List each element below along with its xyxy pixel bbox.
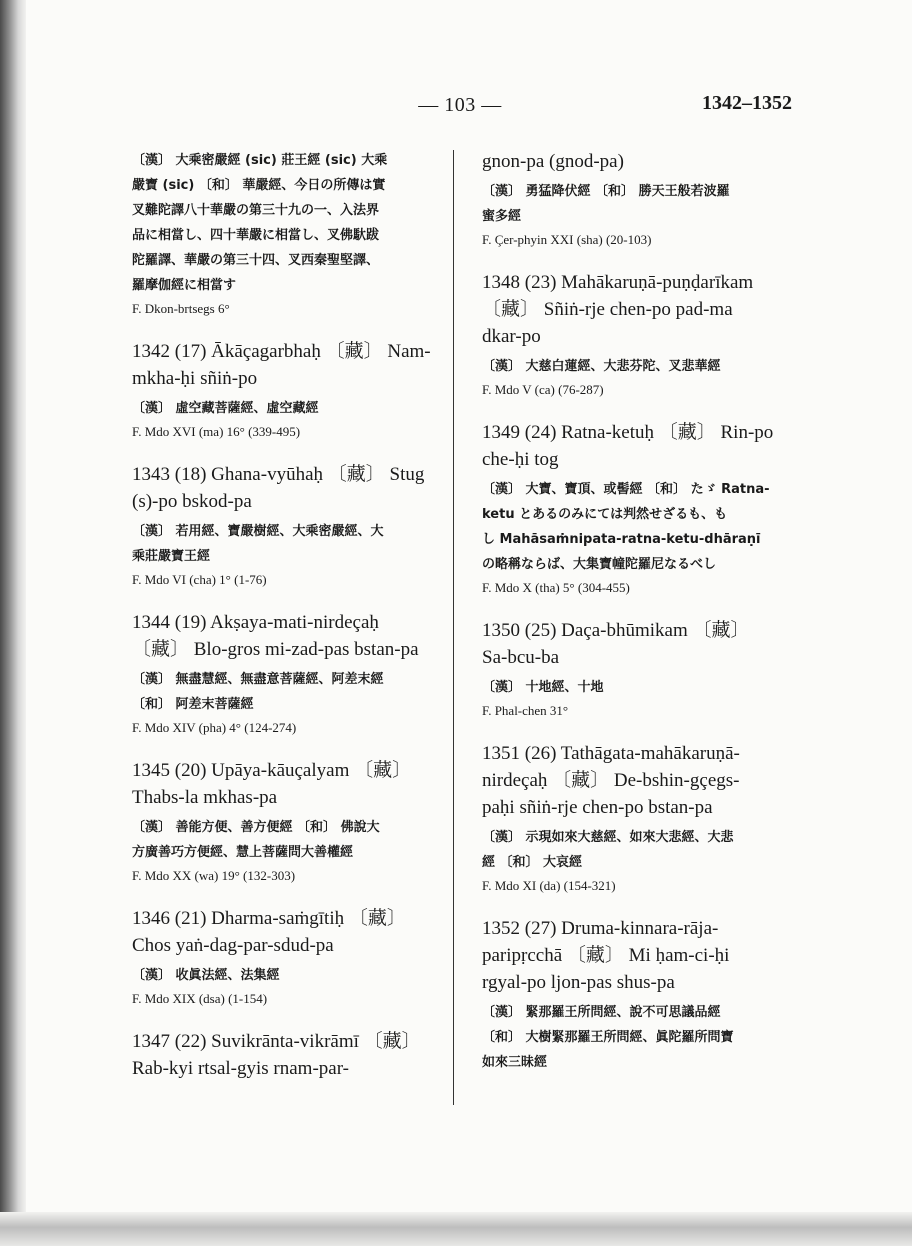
folio-reference: F. Mdo V (ca) (76-287) [482,382,604,397]
jp-line: 經 〔和〕 大哀經 [482,855,583,870]
jp-line: ketu とあるのみにては判然せざるも、も [482,507,728,522]
page-bottom-edge [0,1212,912,1246]
entry-heading [132,461,442,515]
jp-line: 〔漢〕 善能方便、善方便經 〔和〕 佛說大 [132,820,380,835]
heading-line: mkha-ḥi sñiṅ-po [132,368,258,389]
entry-heading [132,905,442,959]
heading-line: 1346 (21) Dharma-saṁgītiḥ 〔藏〕 [132,908,406,929]
folio-reference: F. Mdo XI (da) (154-321) [482,878,616,893]
jp-line: 〔和〕 大樹緊那羅王所問經、眞陀羅所問寶 [482,1030,734,1045]
jp-line: 羅摩伽經に相當す [132,278,237,293]
jp-line: 〔漢〕 收眞法經、法集經 [132,968,280,983]
jp-line: 〔漢〕 無盡慧經、無盡意菩薩經、阿差末經 [132,672,384,687]
heading-line: (s)-po bskod-pa [132,491,252,512]
heading-line: che-ḥi tog [482,449,559,470]
jp-line: 嚴寶 (sic) 〔和〕 華嚴經、今日の所傳は實 [132,178,386,193]
entry-heading [482,419,794,473]
heading-line: rgyal-po ljon-pas shus-pa [482,972,675,993]
jp-line: 〔漢〕 大乘密嚴經 (sic) 莊王經 (sic) 大乘 [132,153,388,168]
heading-line: 1344 (19) Akṣaya-mati-nirdeçaḥ [132,612,379,633]
jp-line: 陀羅譯、華嚴の第三十四、叉西秦聖堅譯、 [132,253,380,268]
heading-line: 1342 (17) Ākāçagarbhaḥ 〔藏〕 Nam- [132,341,431,362]
heading-line: paripṛcchā 〔藏〕 Mi ḥam-ci-ḥi [482,945,730,966]
heading-line: 1351 (26) Tathāgata-mahākaruṇā- [482,743,740,764]
heading-line: 1343 (18) Ghana-vyūhaḥ 〔藏〕 Stug [132,464,425,485]
jp-line: 〔漢〕 勇猛降伏經 〔和〕 勝天王般若波羅 [482,184,730,199]
page-number: — 103 — [418,94,502,116]
heading-line: 1345 (20) Upāya-kāuçalyam 〔藏〕 [132,760,412,781]
jp-line: 〔和〕 阿差末菩薩經 [132,697,254,712]
jp-line: 〔漢〕 示現如來大慈經、如來大悲經、大悲 [482,830,734,845]
entry-1343 [132,461,442,591]
heading-line: nirdeçaḥ 〔藏〕 De-bshin-gçegs- [482,770,740,791]
entry-heading [132,757,442,811]
heading-line: Thabs-la mkhas-pa [132,787,278,808]
jp-line: 〔漢〕 大慈白蓮經、大悲芬陀、叉悲華經 [482,359,721,374]
folio-reference: F. Dkon-brtsegs 6° [132,301,230,316]
entry-heading [132,338,442,392]
column-divider [453,150,454,1105]
heading-line: 1350 (25) Daça-bhūmikam 〔藏〕 [482,620,750,641]
entry-heading [482,269,794,350]
left-column [132,148,442,1100]
entry-1351 [482,740,794,897]
jp-line: し Mahāsaṁnipata-ratna-ketu-dhāraṇī [482,532,761,547]
jp-line: 品に相當し、四十華嚴に相當し、叉佛馱跋 [132,228,380,243]
heading-line: 1349 (24) Ratna-ketuḥ 〔藏〕 Rin-po [482,422,774,443]
heading-line: 1347 (22) Suvikrānta-vikrāmī 〔藏〕 [132,1031,421,1052]
jp-line: 叉難陀譯八十華嚴の第三十九の一、入法界 [132,203,380,218]
heading-line: 1352 (27) Druma-kinnara-rāja- [482,918,719,939]
entry-1342 [132,338,442,443]
entry-heading [482,617,794,671]
heading-line: 〔藏〕 Sñiṅ-rje chen-po pad-ma [482,299,733,320]
folio-reference: F. Mdo VI (cha) 1° (1-76) [132,572,267,587]
jp-line: 〔漢〕 虛空藏菩薩經、虛空藏經 [132,401,319,416]
folio-reference: F. Mdo XIX (dsa) (1-154) [132,991,268,1006]
folio-reference: F. Mdo XVI (ma) 16° (339-495) [132,424,301,439]
entry-1352 [482,915,794,1075]
jp-line: 〔漢〕 十地經、十地 [482,680,604,695]
heading-line: paḥi sñiṅ-rje chen-po bstan-pa [482,797,713,818]
folio-reference: F. Mdo XX (wa) 19° (132-303) [132,868,296,883]
heading-line: gnon-pa (gnod-pa) [482,151,624,172]
folio-reference: F. Mdo X (tha) 5° (304-455) [482,580,630,595]
jp-line: の略稱ならば、大集寶幢陀羅尼なるべし [482,557,717,572]
jp-line: 方廣善巧方便經、慧上菩薩問大善權經 [132,845,354,860]
heading-line: Sa-bcu-ba [482,647,560,668]
entry-1344 [132,609,442,739]
entry-1347 [132,1028,442,1082]
jp-line: 〔漢〕 若用經、寶嚴樹經、大乘密嚴經、大 [132,524,384,539]
entry-1350 [482,617,794,722]
book-binding-shadow [0,0,26,1246]
entry-continuation-left [132,148,442,320]
jp-line: 乘莊嚴寶王經 [132,549,211,564]
entry-1348 [482,269,794,401]
heading-line: Rab-kyi rtsal-gyis rnam-par- [132,1058,349,1079]
entry-1346 [132,905,442,1010]
entry-1345 [132,757,442,887]
jp-line: 如來三昧經 [482,1055,548,1070]
entry-heading [482,915,794,996]
jp-line: 〔漢〕 緊那羅王所問經、說不可思議品經 [482,1005,721,1020]
entry-heading [482,148,794,175]
entry-range: 1342–1352 [702,92,792,114]
heading-line: dkar-po [482,326,541,347]
folio-reference: F. Phal-chen 31° [482,703,569,718]
folio-reference: F. Çer-phyin XXI (sha) (20-103) [482,232,652,247]
right-column [482,148,794,1093]
entry-1349 [482,419,794,599]
heading-line: Chos yaṅ-dag-par-sdud-pa [132,935,334,956]
jp-line: 〔漢〕 大寶、寶頂、或髻經 〔和〕 たゞ Ratna- [482,482,770,497]
heading-line: 1348 (23) Mahākaruṇā-puṇḍarīkam [482,272,754,293]
jp-line: 蜜多經 [482,209,522,224]
heading-line: 〔藏〕 Blo-gros mi-zad-pas bstan-pa [132,639,419,660]
entry-heading [482,740,794,821]
entry-continuation-right [482,148,794,251]
entry-heading [132,609,442,663]
folio-reference: F. Mdo XIV (pha) 4° (124-274) [132,720,297,735]
entry-heading [132,1028,442,1082]
